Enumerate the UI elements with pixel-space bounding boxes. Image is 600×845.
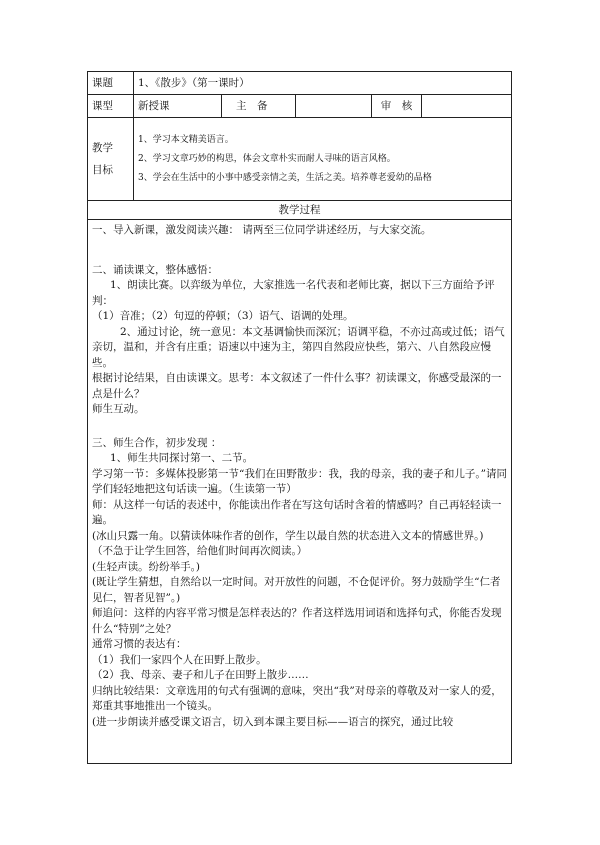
paragraph: 1、师生共同探讨第一、二节。 [110,452,254,464]
goals-label-line1: 教学 [92,142,113,154]
goals-row [88,118,512,201]
paragraph: （不急于让学生回答，给他们时间再次阅读。） [92,545,308,557]
process-title-row [88,201,512,220]
paragraph: (冰山只露一角。以猜读体味作者的创作，学生以最自然的状态进入文本的情感世界。) [92,529,484,542]
topic-row [88,72,512,95]
topic-label: 课题 [88,72,134,95]
lesson-plan-table [87,71,512,764]
review-value [422,95,512,118]
section-1-title: 一、导入新课，激发阅读兴趣： 请两至三位同学讲述经历，与大家交流。 [92,224,432,236]
paragraph: (进一步朗读并感受课文语言，切入到本课主要目标——语言的探究，通过比较 [92,715,454,728]
lesson-plan-sheet [87,71,511,764]
type-value: 新授课 [134,95,222,118]
paragraph: 2、通过讨论，统一意见：本文基调愉快而深沉；语调平稳，不亦过高或过低；语气亲切，温和，并含有庄重；语速以中速为主，第四自然段应快些，第六、八自然段应慢些。 [92,325,505,369]
section-2-title: 二、诵读课文，整体感悟： [92,263,218,276]
paragraph: 根据讨论结果，自由读课文。思考：本文叙述了一件什么事？初读课文，你感受最深的一点是什么？ [92,372,502,400]
paragraph: 师生互动。 [92,403,145,415]
process-body-row [88,220,512,764]
type-row [88,95,512,118]
paragraph: （1）音准；（2）句逗的停顿；（3）语气、语调的处理。 [92,310,354,322]
goal-item: 2、学习文章巧妙的构思，体会文章朴实而耐人寻味的语言风格。 [138,153,396,164]
goal-item: 1、学习本文精美语言。 [138,134,234,145]
process-title: 教学过程 [88,201,512,220]
topic-value: 1、《散步》（第一课时） [134,72,512,95]
paragraph: (既让学生猜想，自然给以一定时间。对开放性的问题，不仓促评价。努力鼓励学生“仁者见仁，智者见智”。) [92,576,501,604]
review-label: 审 核 [372,95,422,118]
paragraph: 学习第一节：多媒体投影第一节“我们在田野散步：我，我的母亲，我的妻子和儿子。”请同学们轻轻地把这句话读一遍。（生读第一节） [92,467,507,495]
paragraph: （1）我们一家四个人在田野上散步。 [92,653,267,666]
paragraph: （2）我、母亲、妻子和儿子在田野上散步…… [92,669,309,681]
paragraph: 1、朗读比赛。以弈级为单位，大家推选一名代表和老师比赛，据以下三方面给予评判： [92,279,495,307]
paragraph: 归纳比较结果：文章选用的句式有强调的意味，突出“我”对母亲的尊敬及对一家人的爱，郑重其事地推出一个镜头。 [92,684,502,712]
paragraph: 通常习惯的表达有： [92,638,187,650]
goals-label-line2: 目标 [92,164,113,176]
paragraph: 师追问：这样的内容平常习惯是怎样表达的？作者这样选用词语和选择句式，你能否发现什么“特别”之处？ [92,607,502,635]
type-label: 课型 [88,95,134,118]
preparer-value [296,95,372,118]
goals-label [88,118,134,201]
process-body [88,220,512,764]
goal-item: 3、学会在生活中的小事中感受亲情之美，生活之美。培养尊老爱幼的品格 [138,172,432,183]
preparer-label: 主 备 [222,95,296,118]
section-3-title: 三、师生合作，初步发现 ： [92,436,222,449]
goals-list [134,118,512,201]
paragraph: 师：从这样一句话的表述中，你能读出作者在写这句话时含着的情感吗？自己再轻轻读一遍。 [92,498,502,526]
paragraph: (生轻声读。纷纷举手。) [92,560,200,573]
